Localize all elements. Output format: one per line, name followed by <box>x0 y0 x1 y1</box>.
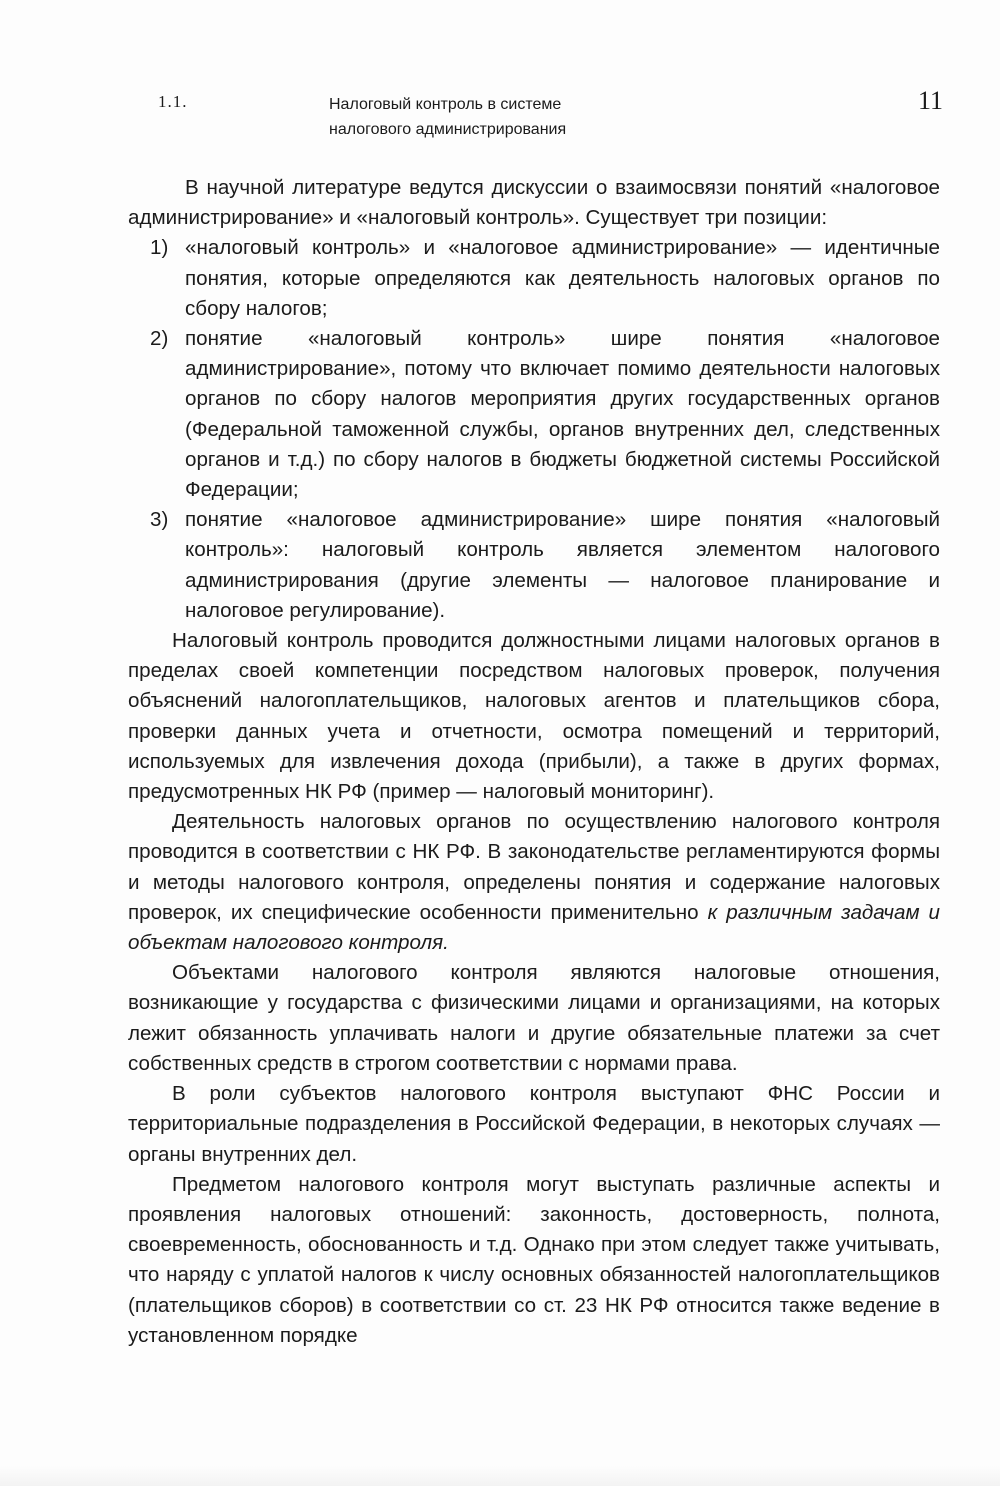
list-item <box>128 233 940 324</box>
paragraph: Объектами налогового контроля являются налоговые отношения, возникающие у государства с физическими лицами и организациями, на которых лежит обязанность уплачивать налоги и другие обязательные платежи за счет собственных средств в строгом соответствии с нормами права. <box>128 961 940 1075</box>
list-item-text: понятие «налоговое администрирование» шире понятия «налоговый контроль»: налоговый контроль является элементом налогового администрирования (другие элементы — налоговое планирование и налоговое регулирование). <box>185 508 940 622</box>
section-title-line: Налоговый контроль в системе <box>329 96 562 113</box>
paragraph-italic-text: к различным задачам и объектам налогового контроля. <box>128 900 940 955</box>
paragraph: В роли субъектов налогового контроля выступают ФНС России и территориальные подразделения в Российской Федерации, в некоторых случаях — органы внутренних дел. <box>128 1082 940 1166</box>
page-number: 11 <box>917 86 943 115</box>
paragraph-text: Деятельность налоговых органов по осуществлению налогового контроля проводится в соответствии с НК РФ. В законодательстве регламентируются формы и методы налогового контроля, определены понятия и содержание налоговых проверок, их специфические особенности применительно <box>128 810 940 924</box>
section-title-line: налогового администрирования <box>329 121 567 138</box>
page-bottom-edge <box>0 1466 1000 1486</box>
body-text <box>128 173 940 1351</box>
list-item-text: «налоговый контроль» и «налоговое администрирование» — идентичные понятия, которые определяются как деятельность налоговых органов по сбору налогов; <box>185 236 940 320</box>
list-item-text: понятие «налоговый контроль» шире понятия «налоговое администрирование», потому что включает помимо деятельности налоговых органов по сбору налогов мероприятия других государственных органов (Федеральной таможенной службы, органов внутренних дел, следственных органов и т.д.) по сбору налогов в бюджеты бюджетной системы Российской Федерации; <box>185 327 940 502</box>
paragraph <box>128 807 940 958</box>
section-title <box>329 92 749 142</box>
list-item <box>128 324 940 505</box>
list-item <box>128 505 940 626</box>
list-marker: 1) <box>150 236 169 260</box>
running-header <box>158 86 943 146</box>
list-marker: 3) <box>150 508 169 532</box>
list-marker: 2) <box>150 327 169 351</box>
paragraph: Предметом налогового контроля могут выступать различные аспекты и проявления налоговых отношений: законность, достоверность, полнота, своевременность, обоснованность и т.д. Однако при этом следует также учитывать, что наряду с уплатой налогов к числу основных обязанностей налогоплательщиков (плательщиков сборов) в соответствии со ст. 23 НК РФ относится также ведение в установленном порядке <box>128 1172 940 1347</box>
section-number: 1.1. <box>158 92 188 111</box>
paragraph: Налоговый контроль проводится должностными лицами налоговых органов в пределах своей компетенции посредством налоговых проверок, получения объяснений налогоплательщиков, налоговых агентов и плательщиков сбора, проверки данных учета и отчетности, осмотра помещений и территорий, используемых для извлечения дохода (прибыли), а также в других формах, предусмотренных НК РФ (пример — налоговый мониторинг). <box>128 629 940 804</box>
intro-paragraph: В научной литературе ведутся дискуссии о взаимосвязи понятий «налоговое администрирование» и «налоговый контроль». Существует три позиции: <box>128 176 940 230</box>
positions-list <box>128 233 940 626</box>
